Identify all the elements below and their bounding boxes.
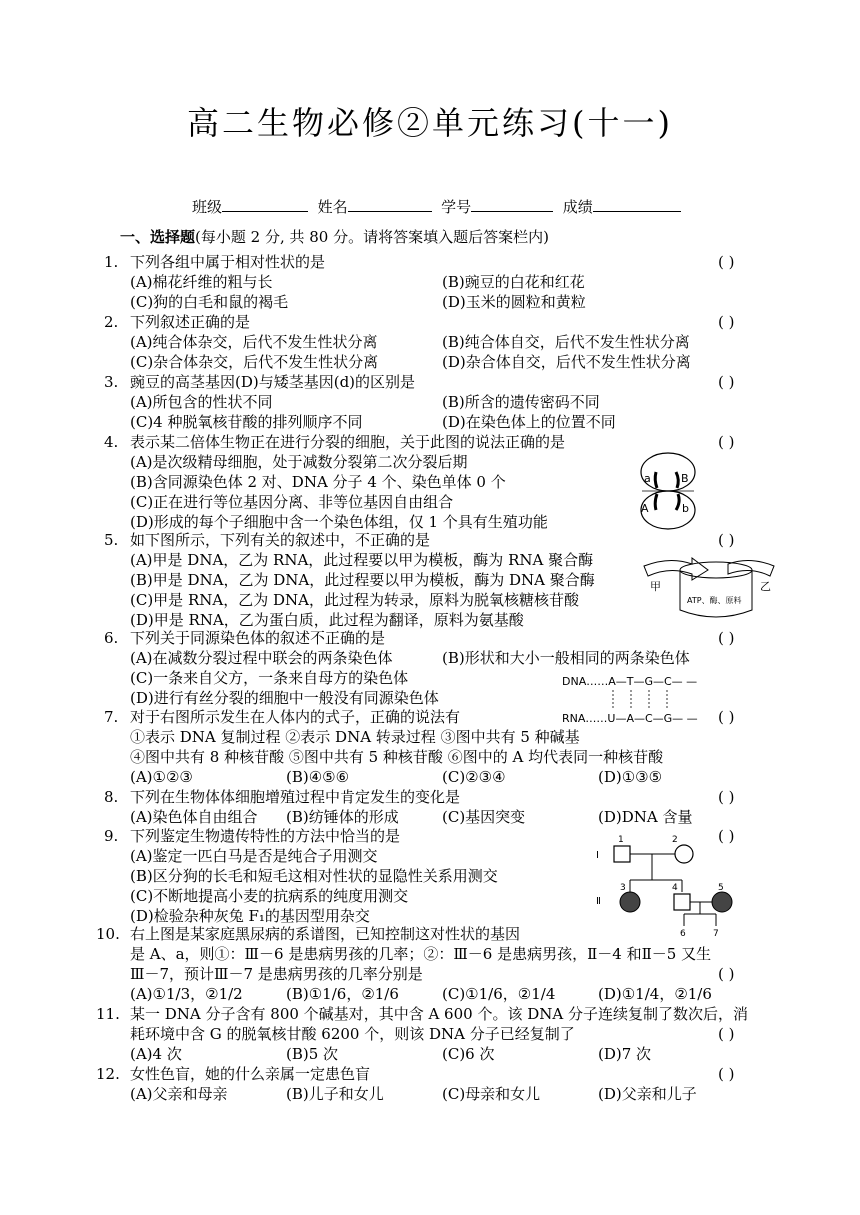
q4-answer-paren[interactable]: ( ) — [718, 433, 735, 451]
q4-option-d: (D)形成的每个子细胞中含一个染色体组，仅 1 个具有生殖功能 — [130, 513, 548, 531]
student-info-row — [192, 196, 681, 217]
q6-option-a: (A)在减数分裂过程中联会的两条染色体 — [130, 649, 393, 667]
q1-option-a: (A)棉花纤维的粗与长 — [130, 273, 273, 291]
q8-option-b: (B)纺锤体的形成 — [286, 808, 399, 826]
class-blank[interactable] — [222, 197, 308, 212]
q8-number: 8. — [104, 788, 119, 806]
q12-answer-paren[interactable]: ( ) — [718, 1065, 735, 1083]
q9-option-d: (D)检验杂种灰兔 F₁的基因型用杂交 — [130, 907, 370, 925]
cell-label-B: B — [681, 472, 689, 485]
q3-option-b: (B)所含的遗传密码不同 — [442, 393, 600, 411]
q8-option-d: (D)DNA 含量 — [598, 808, 693, 826]
q2-answer-paren[interactable]: ( ) — [718, 313, 735, 331]
gen-label-2: Ⅱ — [596, 896, 601, 907]
q11-option-a: (A)4 次 — [130, 1045, 182, 1063]
pedigree-id-6: 6 — [680, 929, 686, 938]
q9-option-b: (B)区分狗的长毛和短毛这相对性状的显隐性关系用测交 — [130, 867, 498, 885]
q5-number: 5. — [104, 531, 119, 549]
gen-label-1: Ⅰ — [596, 850, 599, 861]
q7-stem: 对于右图所示发生在人体内的式子，正确的说法有 — [130, 708, 461, 726]
student-id-blank[interactable] — [471, 197, 553, 212]
pedigree-i2-female — [675, 845, 693, 863]
q7-statement-line2: ④图中共有 8 种核苷酸 ⑤图中共有 5 种核苷酸 ⑥图中的 A 均代表同一种核苷酸 — [130, 748, 664, 766]
q12-option-c: (C)母亲和女儿 — [442, 1085, 541, 1103]
q11-option-c: (C)6 次 — [442, 1045, 495, 1063]
q2-option-d: (D)杂合体自交，后代不发生性状分离 — [442, 353, 691, 371]
synthesis-drum-figure — [640, 552, 780, 624]
q12-option-d: (D)父亲和儿子 — [598, 1085, 697, 1103]
q12-option-a: (A)父亲和母亲 — [130, 1085, 228, 1103]
q3-number: 3. — [104, 373, 119, 391]
q9-stem: 下列鉴定生物遗传特性的方法中恰当的是 — [130, 827, 401, 845]
q1-option-d: (D)玉米的圆粒和黄粒 — [442, 293, 586, 311]
pedigree-id-2: 2 — [672, 835, 678, 845]
q6-option-c: (C)一条来自父方，一条来自母方的染色体 — [130, 669, 409, 687]
q6-option-b: (B)形状和大小一般相同的两条染色体 — [442, 649, 690, 667]
q5-answer-paren[interactable]: ( ) — [718, 531, 735, 549]
q7-option-c: (C)②③④ — [442, 768, 506, 786]
q3-answer-paren[interactable]: ( ) — [718, 373, 735, 391]
q5-stem: 如下图所示，下列有关的叙述中，不正确的是 — [130, 531, 431, 549]
score-label: 成绩 — [562, 198, 593, 216]
section-title: 一、选择题 — [120, 228, 196, 246]
q4-option-c: (C)正在进行等位基因分离、非等位基因自由组合 — [130, 493, 454, 511]
q2-number: 2. — [104, 313, 119, 331]
q8-option-c: (C)基因突变 — [442, 808, 526, 826]
q10-number: 10. — [96, 925, 120, 943]
name-blank[interactable] — [348, 197, 432, 212]
q3-stem: 豌豆的高茎基因(D)与矮茎基因(d)的区别是 — [130, 373, 416, 391]
drum-label-right: 乙 — [760, 580, 771, 593]
q3-option-a: (A)所包含的性状不同 — [130, 393, 273, 411]
q10-answer-paren[interactable]: ( ) — [718, 965, 735, 983]
q10-option-b: (B)①1/6，②1/6 — [286, 985, 399, 1003]
pedigree-ii4-male — [674, 894, 690, 910]
q4-option-b: (B)含同源染色体 2 对、DNA 分子 4 个、染色单体 0 个 — [130, 473, 506, 491]
q2-stem: 下列叙述正确的是 — [130, 313, 251, 331]
dna-strand-label: DNA……A—T—G—C— — — [562, 675, 698, 688]
q11-answer-paren[interactable]: ( ) — [718, 1025, 735, 1043]
pedigree-id-1: 1 — [618, 835, 624, 845]
cell-label-b: b — [682, 502, 689, 515]
q2-option-a: (A)纯合体杂交，后代不发生性状分离 — [130, 333, 378, 351]
q6-stem: 下列关于同源染色体的叙述不正确的是 — [130, 629, 386, 647]
page-title: 高二生物必修②单元练习(十一) — [187, 104, 673, 142]
q7-statement-line1: ①表示 DNA 复制过程 ②表示 DNA 转录过程 ③图中共有 5 种碱基 — [130, 728, 580, 746]
q10-stem-line1: 是 A、a，则①：Ⅲ－6 是患病男孩的几率；②：Ⅲ－6 是患病男孩，Ⅱ－4 和Ⅱ－5 又生 — [130, 945, 712, 963]
name-label: 姓名 — [317, 198, 348, 216]
pedigree-id-4: 4 — [672, 883, 678, 893]
class-label: 班级 — [192, 198, 223, 216]
q10-option-d: (D)①1/4，②1/6 — [598, 985, 712, 1003]
pedigree-id-5: 5 — [718, 883, 724, 893]
cell-division-figure — [630, 450, 710, 532]
q7-option-a: (A)①②③ — [130, 768, 193, 786]
score-blank[interactable] — [593, 197, 681, 212]
q7-answer-paren[interactable]: ( ) — [718, 708, 735, 726]
q11-number: 11. — [96, 1005, 120, 1023]
q4-stem: 表示某二倍体生物正在进行分裂的细胞，关于此图的说法正确的是 — [130, 433, 566, 451]
q5-option-d: (D)甲是 RNA，乙为蛋白质，此过程为翻译，原料为氨基酸 — [130, 611, 524, 629]
pedigree-id-3: 3 — [620, 883, 626, 893]
cell-label-a: a — [644, 472, 651, 485]
q3-option-d: (D)在染色体上的位置不同 — [442, 413, 616, 431]
q9-number: 9. — [104, 827, 119, 845]
q1-option-b: (B)豌豆的白花和红花 — [442, 273, 585, 291]
drum-label-left: 甲 — [650, 580, 661, 593]
q8-option-a: (A)染色体自由组合 — [130, 808, 258, 826]
q11-option-d: (D)7 次 — [598, 1045, 652, 1063]
q12-stem: 女性色盲，她的什么亲属一定患色盲 — [130, 1065, 371, 1083]
cell-label-A: A — [641, 502, 649, 515]
q2-option-b: (B)纯合体自交，后代不发生性状分离 — [442, 333, 690, 351]
q10-stem-line2: Ⅲ－7，预计Ⅲ－7 是患病男孩的几率分别是 — [130, 965, 423, 983]
pedigree-figure — [592, 832, 742, 938]
q11-stem: 某一 DNA 分子含有 800 个碱基对，其中含 A 600 个。该 DNA 分子连续复制了数次后，消 — [130, 1005, 748, 1023]
q1-number: 1. — [104, 253, 119, 271]
q7-number: 7. — [104, 708, 119, 726]
q8-stem: 下列在生物体体细胞增殖过程中肯定发生的变化是 — [130, 788, 461, 806]
rna-strand-label: RNA……U—A—C—G— — — [562, 712, 698, 725]
q4-option-a: (A)是次级精母细胞，处于减数分裂第二次分裂后期 — [130, 453, 468, 471]
q11-option-b: (B)5 次 — [286, 1045, 339, 1063]
section-heading — [120, 226, 549, 247]
student-id-label: 学号 — [441, 198, 472, 216]
q12-option-b: (B)儿子和女儿 — [286, 1085, 384, 1103]
q1-stem: 下列各组中属于相对性状的是 — [130, 253, 326, 271]
q9-answer-paren[interactable]: ( ) — [718, 827, 735, 845]
q5-option-b: (B)甲是 DNA，乙为 DNA，此过程要以甲为模板，酶为 DNA 聚合酶 — [130, 571, 595, 589]
drum-label-inner: ATP、酶、原料 — [687, 596, 742, 605]
q10-option-a: (A)①1/3，②1/2 — [130, 985, 243, 1003]
q2-option-c: (C)杂合体杂交，后代不发生性状分离 — [130, 353, 379, 371]
q5-option-c: (C)甲是 RNA，乙为 DNA，此过程为转录，原料为脱氧核糖核苷酸 — [130, 591, 579, 609]
section-note: (每小题 2 分, 共 80 分。请将答案填入题后答案栏内) — [195, 228, 549, 246]
pedigree-ii5-affected-female — [712, 892, 732, 912]
q6-answer-paren[interactable]: ( ) — [718, 629, 735, 647]
q11-stem-line1: 耗环境中含 G 的脱氧核甘酸 6200 个，则该 DNA 分子已经复制了 — [130, 1025, 575, 1043]
q12-number: 12. — [96, 1065, 120, 1083]
pedigree-i1-male — [614, 846, 630, 862]
q1-answer-paren[interactable]: ( ) — [718, 253, 735, 271]
q9-option-a: (A)鉴定一匹白马是否是纯合子用测交 — [130, 847, 378, 865]
q1-option-c: (C)狗的白毛和鼠的褐毛 — [130, 293, 289, 311]
q3-option-c: (C)4 种脱氧核苷酸的排列顺序不同 — [130, 413, 363, 431]
q6-number: 6. — [104, 629, 119, 647]
q10-stem: 右上图是某家庭黑尿病的系谱图，已知控制这对性状的基因 — [130, 925, 521, 943]
q7-option-d: (D)①③⑤ — [598, 768, 663, 786]
q6-option-d: (D)进行有丝分裂的细胞中一般没有同源染色体 — [130, 689, 439, 707]
q7-option-b: (B)④⑤⑥ — [286, 768, 350, 786]
pedigree-id-7: 7 — [713, 929, 719, 938]
pedigree-ii3-affected-female — [620, 892, 640, 912]
q5-option-a: (A)甲是 DNA，乙为 RNA，此过程要以甲为模板，酶为 RNA 聚合酶 — [130, 551, 594, 569]
q10-option-c: (C)①1/6，②1/4 — [442, 985, 556, 1003]
q4-number: 4. — [104, 433, 119, 451]
q8-answer-paren[interactable]: ( ) — [718, 788, 735, 806]
q9-option-c: (C)不断地提高小麦的抗病系的纯度用测交 — [130, 887, 409, 905]
strand-pairing-lines — [600, 688, 680, 710]
